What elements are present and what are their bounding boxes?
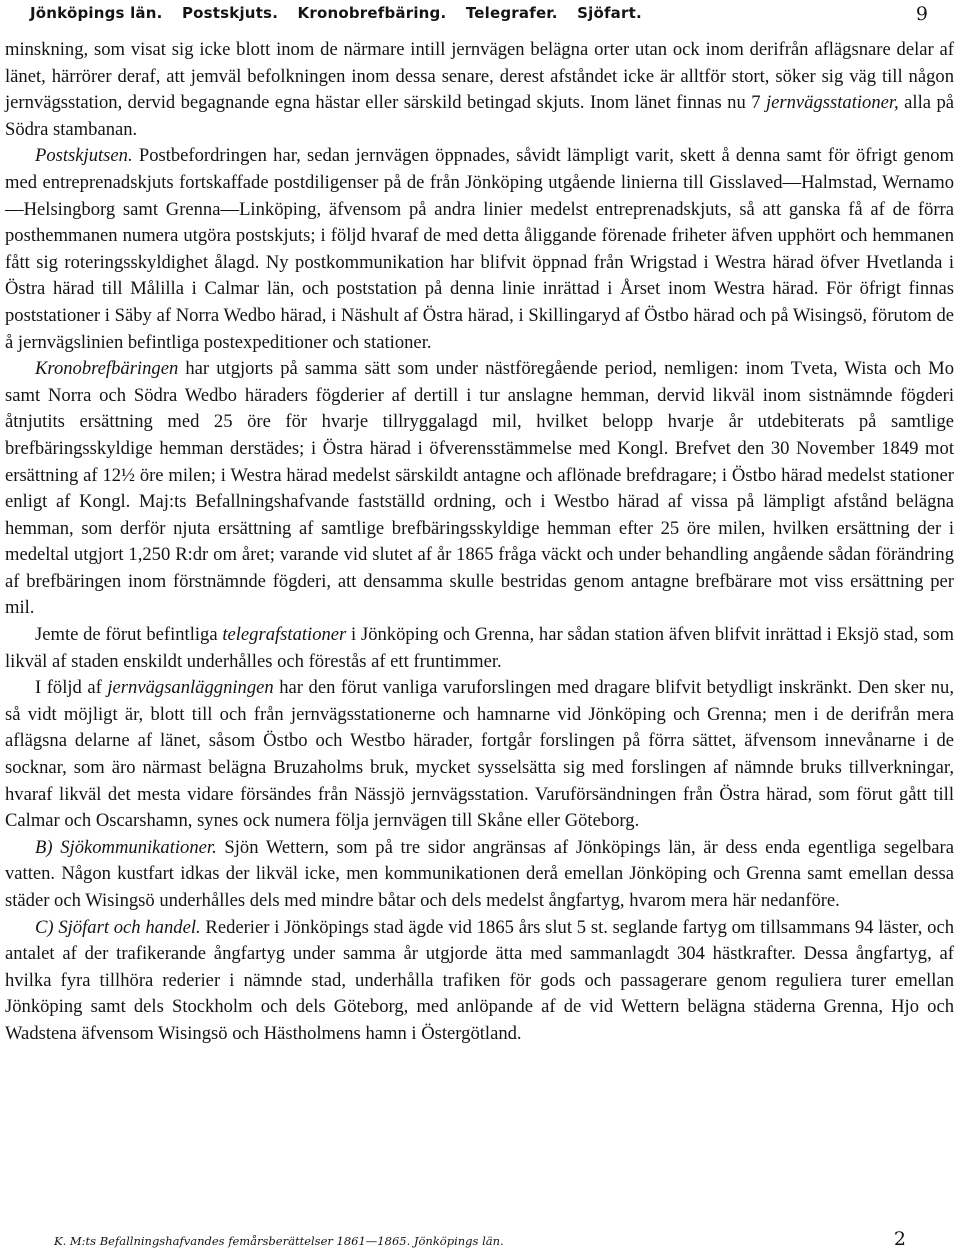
paragraph-text: Jemte de förut befintliga [35, 624, 223, 646]
emphasis-text: telegrafstationer [222, 624, 347, 646]
paragraph-lead: B) Sjökommunikationer. [35, 836, 217, 858]
running-head [30, 0, 930, 30]
paragraph-text: Sjön Wettern, som på tre sidor angränsas af Jönköpings län, är dess enda egentliga segelbara vatten. Någon kustfart idkas der likväl icke, men kommunikationen derå emellan Jönköping och Grenna samt emellan dessa städer och Wisingsö underhålles dels med mindre båtar och dels medelst ångfartyg, hvarom mera här nedanföre. [5, 836, 954, 911]
running-head-item: Jönköpings län. [30, 4, 163, 22]
paragraph-telegrafer [5, 622, 954, 675]
running-head-item: Sjöfart. [577, 4, 642, 22]
running-head-item: Telegrafer. [465, 4, 558, 22]
paragraph-text: Postbefordringen har, sedan jernvägen öppnades, såvidt lämpligt varit, skett å denna samt för öfrigt genom med entreprenadskjuts fortskaffade postdiligenser på de från Jönköping utgående linierna till Gisslaved—Halmstad, Wernamo—Helsingborg samt Grenna—Linköping, äfvensom på andra linier medelst entreprenadskjuts, så att ganska få af de förra posthemmanen numera utgöra postskjuts; i följd hvaraf de med detta åliggande förenade friheter äfven upphört och hemmanen fått sig roteringsskyldighet ålagd. Ny postkommunikation har blifvit öppnad från Wrigstad i Westra härad öfver Hvetlanda i Östra härad till Målilla i Calmar län, och poststation på denna linie inrättad i Årset inom Westra härad. För öfrigt finnas poststationer i Säby af Norra Wedbo härad, i Näshult af Östra härad, i Skillingaryd af Östbo härad och på Wisingsö, förutom de å jernvägslinien befintliga postexpeditioner och stationer. [5, 145, 954, 353]
running-head-item: Postskjuts. [181, 4, 279, 22]
paragraph-text: minskning, som visat sig icke blott inom de närmare intill jernvägen belägna orter utan ock inom derifrån aflägsnare delar af länet, härrörer deraf, att jemväl befolkningen inom dessa senare, derest afståndet icke är alltför stort, söker sig väg till någon jernvägsstation, dervid begagnande egna hästar eller särskild betingad skjuts. Inom länet finnas nu 7 [5, 39, 954, 114]
body-text [5, 37, 954, 1048]
paragraph-text: alla på Södra stambanan. [5, 92, 954, 140]
paragraph-postskjuts [5, 143, 954, 356]
footer-signature: 2 [893, 1228, 906, 1250]
running-head-items [30, 4, 656, 22]
paragraph-sjofart-handel [5, 915, 954, 1048]
paragraph-railway [5, 37, 954, 143]
paragraph-text: Rederier i Jönköpings stad ägde vid 1865 års slut 5 st. seglande fartyg om tillsammans 94 läster, och antalet af der trafikerande ångfartyg under samma år utgjorde ätta med sammanlagdt 304 hästkrafter. Dessa ångfartyg, af hvilka fyra tillhöra rederier i nämnde stad, underhålla trafiken för gods och passagerare genom reguliera turer emellan Jönköping samt dels Stockholm och dels Göteborg, med anlöpande af de vid Wettern belägna städerna Grenna, Hjo och Wadstena äfvensom Wisingsö och Hästholmens hamn i Östergötland. [5, 916, 954, 1044]
paragraph-varuforsling [5, 675, 954, 835]
paragraph-lead: Postskjutsen. [35, 145, 133, 167]
paragraph-lead: C) Sjöfart och handel. [35, 916, 201, 938]
emphasis-text: jernvägsstationer, [765, 92, 899, 114]
paragraph-lead: Kronobrefbäringen [35, 358, 179, 380]
paragraph-sjokommunikationer [5, 835, 954, 915]
paragraph-text: I följd af [35, 677, 108, 699]
paragraph-text: i Jönköping och Grenna, har sådan station äfven blifvit inrättad i Eksjö stad, som likväl af staden enskildt underhålles och förestås af ett fruntimmer. [5, 624, 954, 672]
page-number: 9 [915, 3, 928, 25]
paragraph-text: har den förut vanliga varuforslingen med dragare blifvit betydligt inskränkt. Den sker nu, så vidt möjligt är, blott till och från jernvägsstationerne och hamnarne vid Jönköping och Grenna; men i de derifrån mera aflägsna delarne af länet, såsom Östbo och Westbo härader, fortgår forslingen på förra sättet, äfvensom innevånarne i de socknar, som äro närmast belägna Bruzaholms bruk, mycket sysselsätta sig med forslingen af nämnde bruks tillverkningar, hvaraf likväl det mesta vidare försändes från Nässjö jernvägsstation. Varuförsändningen från Östra härad, som förut gått till Calmar och Oscarshamn, synes ock numera följa jernvägen till Skåne eller Göteborg. [5, 677, 954, 832]
footer-source: K. M:ts Befallningshafvandes femårsberättelser 1861—1865. Jönköpings län. [54, 1234, 504, 1248]
page-footer [30, 1228, 930, 1252]
emphasis-text: jernvägsanläggningen [107, 677, 274, 699]
paragraph-text: har utgjorts på samma sätt som under nästföregående period, nemligen: inom Tveta, Wista och Mo samt Norra och Södra Wedbo häraders fögderier af dertill i tur anslagne hemman, dervid likväl inom sistnämnde fögderi åtnjutits ersättning med 25 öre för hvarje tillryggalagd mil, hvilket belopp hvarje år utdebiterats på samtlige brefbäringsskyldige hemman derstädes; i Östra härad i öfverensstämmelse med Kongl. Brefvet den 30 November 1849 mot ersättning af 12½ öre milen; i Westra härad medelst särskildt antagne och aflönade brefdragare; i Östbo härad medelst stationer enligt af Kongl. Maj:ts Befallningshafvande fastställd ordning, och i Westbo härad af vissa på lämpligt afstånd belägna hemman, som derför njuta ersättning af samtlige brefbäringsskyldige hemman efter 25 öre milen, hvilken ersättning der i medeltal utgjort 1,250 R:dr om året; varande vid slutet af år 1865 fråga väckt och under behandling angående sådan förändring af brefbäringen inom förstnämnde fögderi, att densamma skulle bestridas genom antagne brefbärare mot viss ersättning per mil. [5, 358, 954, 619]
running-head-item: Kronobrefbäring. [297, 4, 447, 22]
paragraph-kronobrefbaring [5, 356, 954, 622]
